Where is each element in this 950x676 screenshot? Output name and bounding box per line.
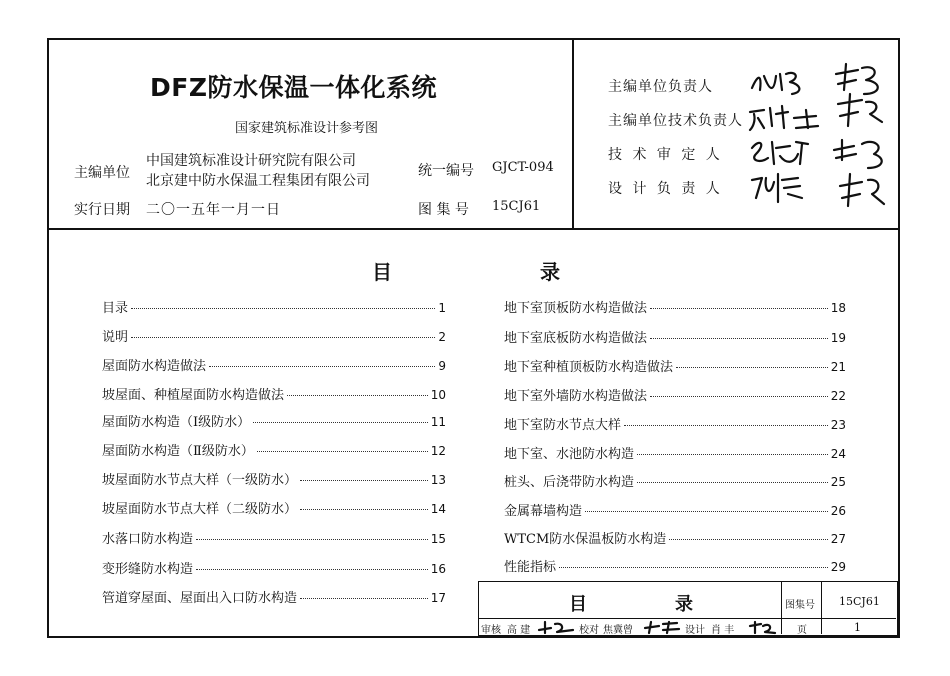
header-divider: [47, 228, 900, 230]
handwritten-signature-4: [748, 168, 808, 206]
checker-name: 焦冀曾: [603, 625, 633, 636]
toc-entry[interactable]: 地下室种植顶板防水构造做法 21: [504, 360, 846, 375]
checker-signature: [643, 620, 683, 635]
toc-entry[interactable]: WTCM防水保温板防水构造 27: [504, 532, 846, 547]
toc-entry[interactable]: 地下室防水节点大样 23: [504, 418, 846, 433]
title-block-name-mu: 目: [569, 594, 587, 615]
check-label: 校对: [579, 625, 599, 636]
editor-unit-1: 中国建筑标准设计研究院有限公司: [146, 153, 356, 169]
title-block-atlas-no: 15CJ61: [839, 595, 880, 608]
toc-entry[interactable]: 屋面防水构造（Ⅱ级防水） 12: [102, 444, 446, 459]
responsible-row-2: 主编单位技术负责人: [608, 113, 743, 129]
toc-entry[interactable]: 性能指标 29: [504, 560, 846, 575]
toc-entry[interactable]: 屋面防水构造（Ⅰ级防水） 11: [102, 415, 446, 430]
toc-entry[interactable]: 水落口防水构造 15: [102, 532, 446, 547]
title-block-atlas-label: 图集号: [785, 600, 815, 611]
title-block-vline: [781, 582, 782, 634]
designer-signature: [747, 620, 777, 635]
unified-no: GJCT-094: [492, 160, 554, 175]
design-label: 设计: [685, 625, 705, 636]
toc-entry[interactable]: 地下室外墙防水构造做法 22: [504, 389, 846, 404]
title-block: [478, 581, 898, 636]
responsible-row-4: 设 计 负 责 人: [608, 181, 723, 197]
toc-entry[interactable]: 管道穿屋面、屋面出入口防水构造 17: [102, 591, 446, 606]
toc-entry[interactable]: 坡屋面、种植屋面防水构造做法 10: [102, 388, 446, 403]
toc-entry[interactable]: 地下室顶板防水构造做法 18: [504, 301, 846, 316]
toc-entry[interactable]: 说明 2: [102, 330, 446, 345]
atlas-title: DFZ防水保温一体化系统: [150, 73, 437, 102]
implementation-date: 二〇一五年一月一日: [146, 202, 281, 218]
atlas-no: 15CJ61: [492, 199, 541, 214]
editor-unit-2: 北京建中防水保温工程集团有限公司: [146, 173, 370, 189]
toc-entry[interactable]: 地下室、水池防水构造 24: [504, 447, 846, 462]
responsible-row-3: 技 术 审 定 人: [608, 147, 723, 163]
title-block-page-no: 1: [854, 621, 861, 634]
toc-entry[interactable]: 目录 1: [102, 301, 446, 316]
toc-entry[interactable]: 桩头、后浇带防水构造 25: [504, 475, 846, 490]
handwritten-signature-1: [748, 66, 818, 98]
title-block-hline: [479, 618, 896, 619]
title-block-vline: [821, 582, 822, 634]
toc-entry[interactable]: 变形缝防水构造 16: [102, 562, 446, 577]
toc-entry[interactable]: 金属幕墙构造 26: [504, 504, 846, 519]
review-label: 审核: [481, 625, 501, 636]
handwritten-signature-3: [746, 134, 816, 170]
editor-label: 主编单位: [74, 165, 130, 181]
responsible-row-1: 主编单位负责人: [608, 79, 713, 95]
toc-entry[interactable]: 地下室底板防水构造做法 19: [504, 331, 846, 346]
toc-heading-mu: 目: [372, 260, 392, 284]
handwritten-signatures-column: [828, 60, 898, 210]
title-block-name-lu: 录: [675, 594, 693, 615]
reviewer-signature: [537, 620, 577, 635]
title-block-page-label: 页: [797, 625, 807, 636]
atlas-subtitle: 国家建筑标准设计参考图: [235, 121, 379, 136]
reviewer-name: 高 建: [507, 625, 531, 636]
header-vertical-divider: [572, 38, 574, 229]
handwritten-signature-2: [746, 100, 826, 134]
designer-name: 肖 丰: [711, 625, 735, 636]
date-label: 实行日期: [74, 202, 130, 218]
unified-no-label: 统一编号: [418, 163, 474, 179]
toc-heading-lu: 录: [540, 260, 560, 284]
atlas-no-label: 图 集 号: [418, 202, 469, 218]
toc-entry[interactable]: 屋面防水构造做法 9: [102, 359, 446, 374]
toc-entry[interactable]: 坡屋面防水节点大样（二级防水） 14: [102, 502, 446, 517]
toc-entry[interactable]: 坡屋面防水节点大样（一级防水） 13: [102, 473, 446, 488]
